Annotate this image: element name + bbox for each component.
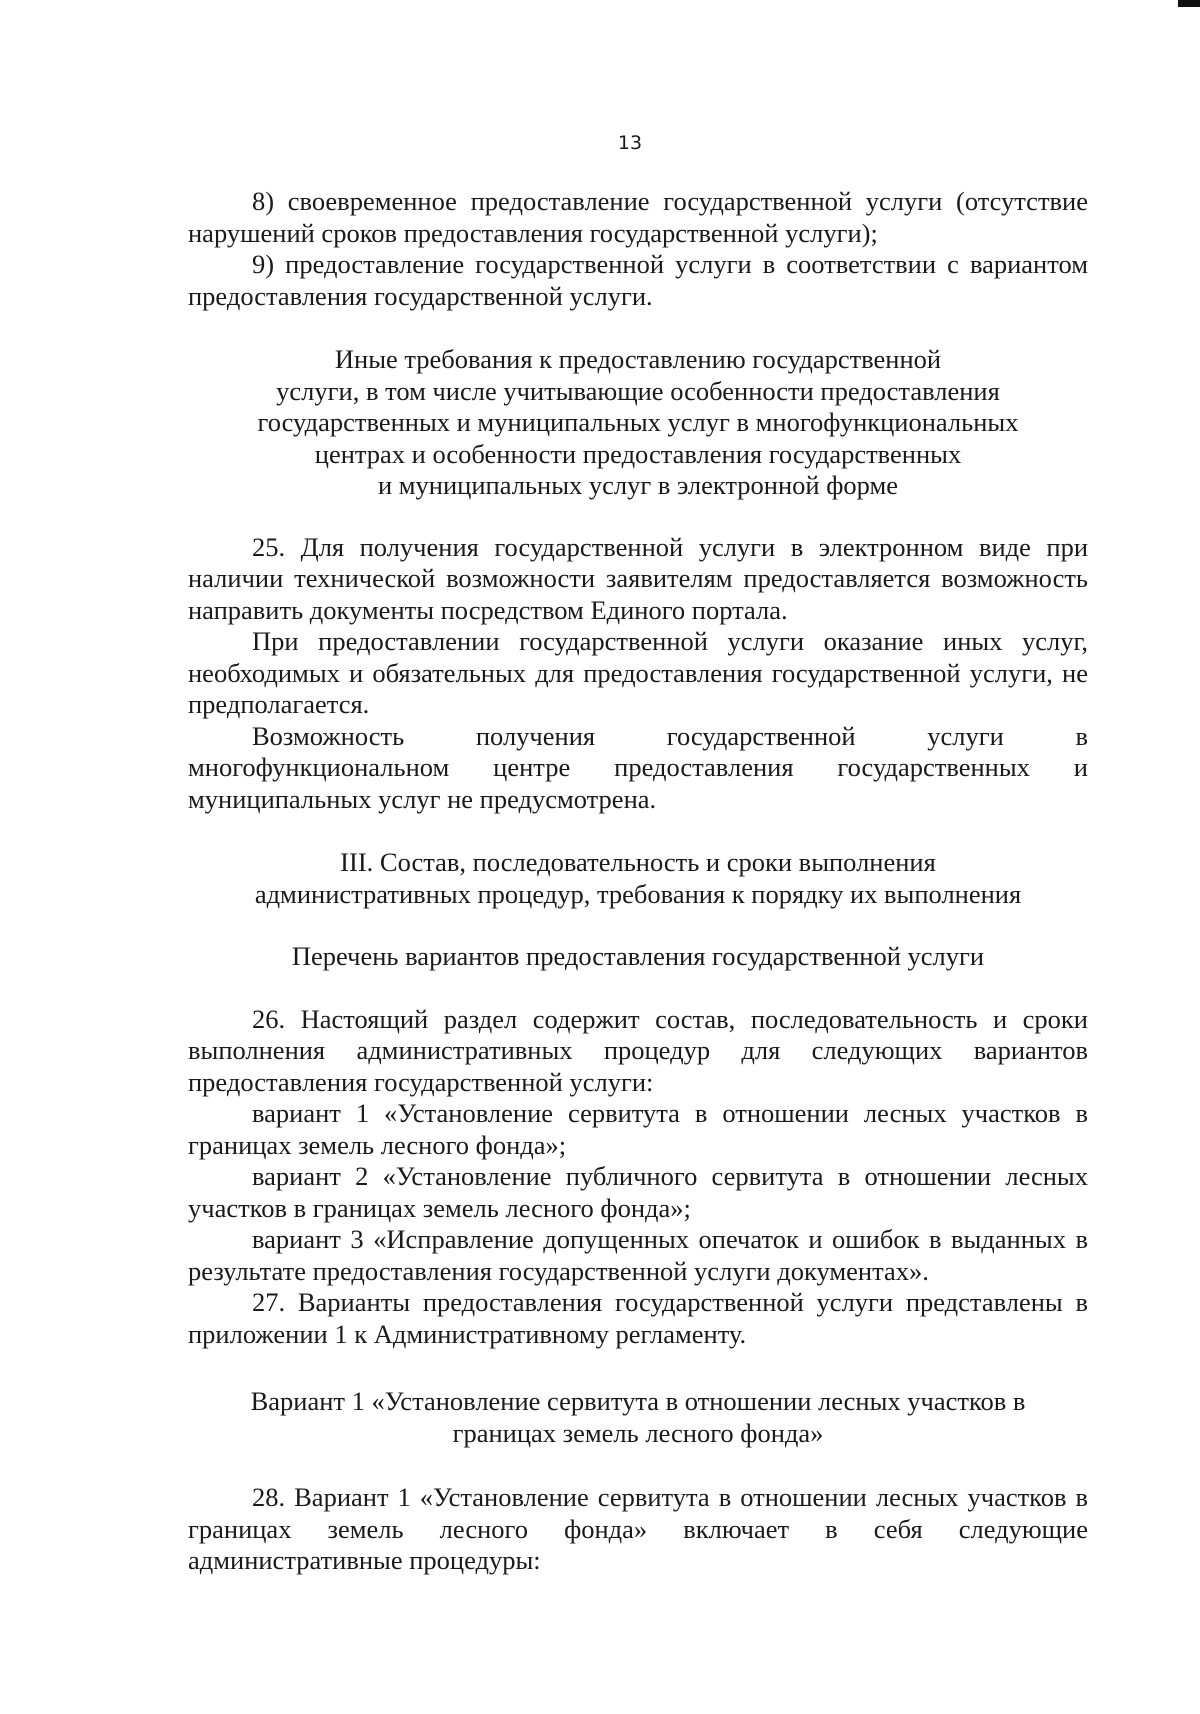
heading-line: III. Состав, последовательность и сроки выполнения: [340, 847, 936, 877]
list-item-8: 8) своевременное предоставление государственной услуги (отсутствие нарушений сроков предоставления государственной услуги);: [188, 186, 1088, 248]
variant-2-item: вариант 2 «Установление публичного сервитута в отношении лесных участков в границах земель лесного фонда»;: [188, 1161, 1088, 1223]
paragraph-27: 27. Варианты предоставления государственной услуги представлены в приложении 1 к Административному регламенту.: [188, 1287, 1088, 1349]
heading-variants-list: Перечень вариантов предоставления государственной услуги: [291, 941, 985, 971]
list-item-9: 9) предоставление государственной услуги в соответствии с вариантом предоставления государственной услуги.: [188, 249, 1088, 311]
heading-other-requirements: [188, 344, 1088, 502]
paragraph-28: 28. Вариант 1 «Установление сервитута в отношении лесных участков в границах земель лесного фонда» включает в себя следующие административные процедуры:: [188, 1482, 1088, 1575]
heading-line: услуги, в том числе учитывающие особенности предоставления: [276, 375, 1000, 406]
heading-section-3: [188, 847, 1088, 910]
heading-line: и муниципальных услуг в электронной форме: [377, 470, 899, 500]
page-number: 13: [617, 132, 643, 154]
heading-line: Иные требования к предоставлению государственной: [334, 344, 942, 374]
heading-variant-1: [188, 1386, 1088, 1449]
scan-edge-mark: [1178, 0, 1200, 7]
paragraph-26: 26. Настоящий раздел содержит состав, последовательность и сроки выполнения административных процедур для следующих вариантов предоставления государственной услуги:: [188, 1003, 1088, 1097]
paragraph-25-other-services: При предоставлении государственной услуги оказание иных услуг, необходимых и обязательных для предоставления государственной услуги, не предполагается.: [188, 626, 1088, 719]
variant-3-item: вариант 3 «Исправление допущенных опечаток и ошибок в выданных в результате предоставления государственной услуги документах».: [188, 1224, 1088, 1286]
document-body: [188, 186, 1088, 1577]
paragraph-25: 25. Для получения государственной услуги в электронном виде при наличии технической возможности заявителям предоставляется возможность направить документы посредством Единого портала.: [188, 531, 1088, 625]
paragraph-25-mfc: Возможность получения государственной услуги в многофункциональном центре предоставления государственных и муниципальных услуг не предусмотрена.: [188, 720, 1088, 814]
heading-line: центрах и особенности предоставления государственных: [314, 438, 962, 469]
variant-1-item: вариант 1 «Установление сервитута в отношении лесных участков в границах земель лесного фонда»;: [188, 1098, 1088, 1160]
heading-line: Вариант 1 «Установление сервитута в отношении лесных участков в: [250, 1386, 1026, 1416]
heading-line: границах земель лесного фонда»: [452, 1417, 824, 1448]
heading-line: государственных и муниципальных услуг в многофункциональных: [257, 407, 1019, 437]
heading-line: административных процедур, требования к порядку их выполнения: [254, 878, 1022, 909]
